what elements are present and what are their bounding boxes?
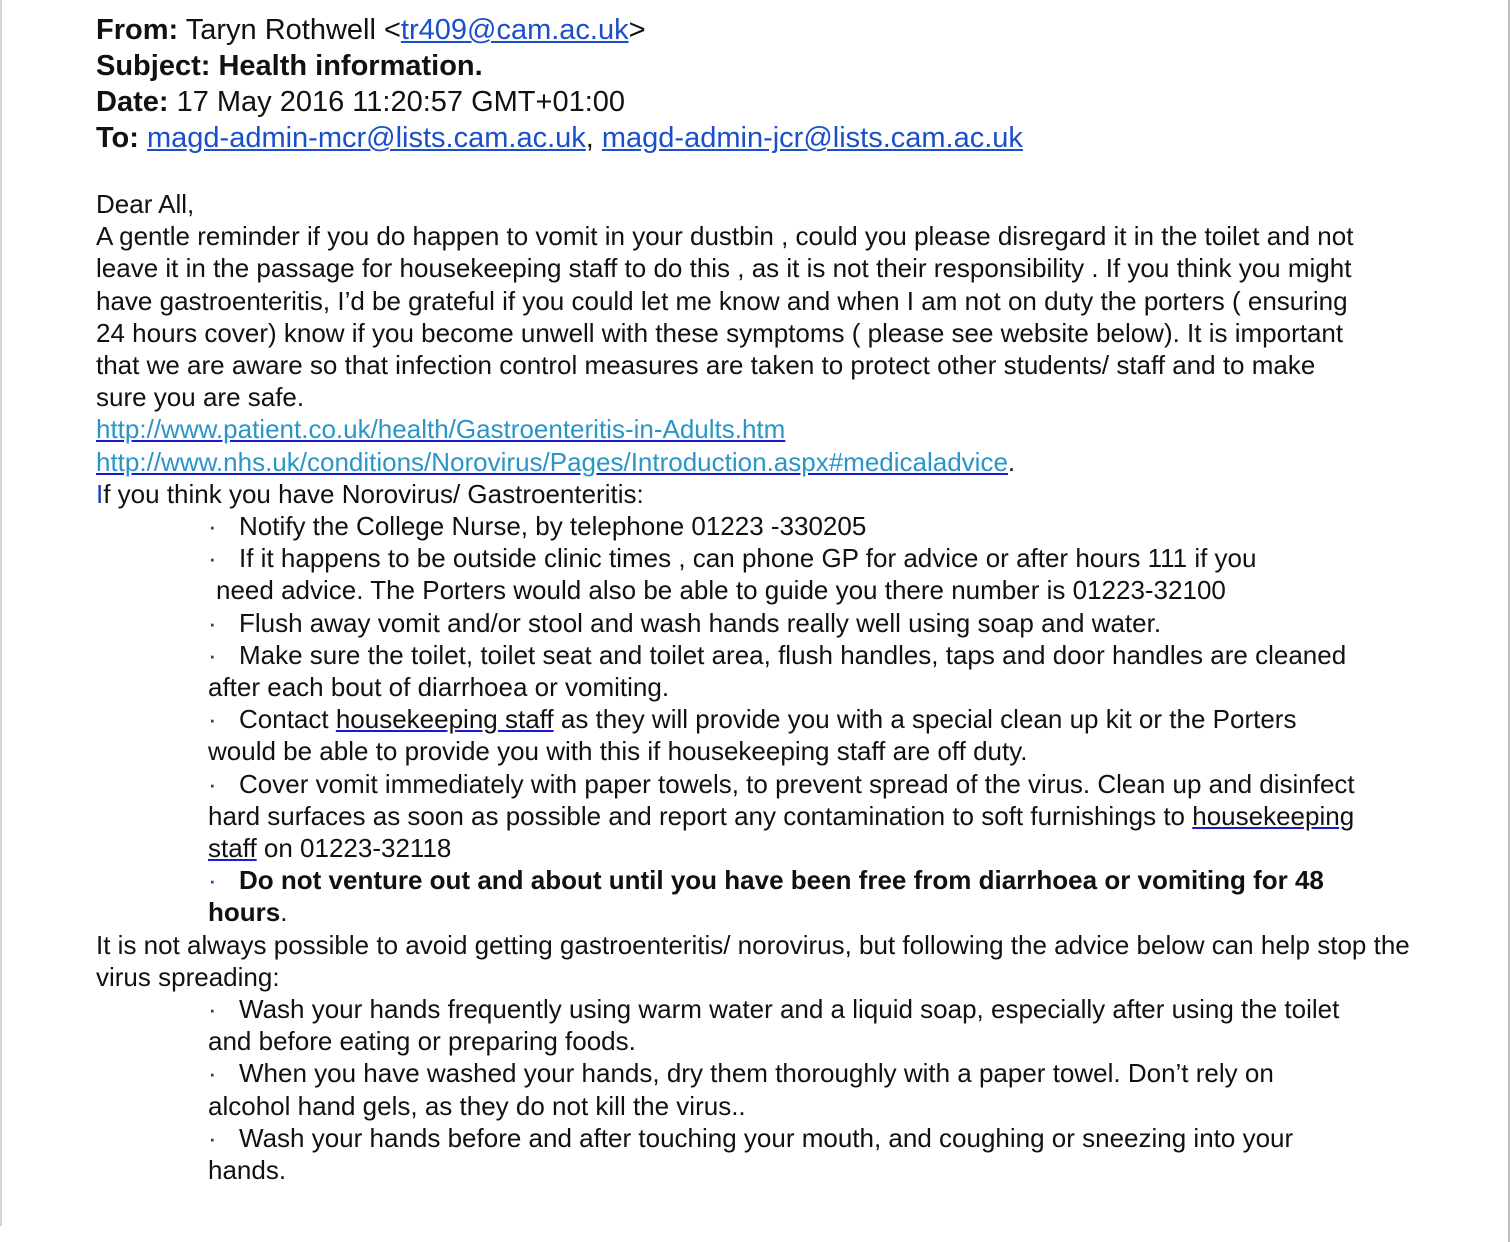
think-list	[96, 510, 1358, 929]
email-body	[96, 188, 1466, 1186]
list-item-text: Make sure the toilet, toilet seat and toilet area, flush handles, taps and door handles are cleaned after each bout of diarrhoea or vomiting.	[208, 639, 1347, 703]
page-left-edge	[0, 0, 2, 1226]
subject-text: Health information.	[218, 50, 483, 82]
advice-intro: It is not always possible to avoid getting gastroenteritis/ norovirus, but following the advice below can help stop the virus spreading:	[96, 929, 1410, 992]
list-item	[208, 993, 1358, 1057]
bullet: ·	[208, 639, 217, 670]
bullet: ·	[208, 607, 217, 638]
to-row: To: magd-admin-mcr@lists.cam.ac.uk, magd-admin-jcr@lists.cam.ac.uk	[96, 122, 1023, 154]
to-label: To:	[96, 122, 139, 154]
list-item-text: When you have washed your hands, dry them thoroughly with a paper towel. Don’t rely on alcohol hand gels, as they do not kill the virus..	[208, 1058, 1274, 1121]
bullet: ·	[208, 1122, 217, 1153]
list-item-text: on 01223-32118	[256, 833, 452, 864]
think-intro	[96, 478, 1466, 510]
list-item-text: Wash your hands frequently using warm water and a liquid soap, especially after using the toilet and before eating or preparing foods.	[208, 994, 1340, 1057]
advice-list	[96, 993, 1358, 1186]
from-row: From: Taryn Rothwell <tr409@cam.ac.uk>	[96, 14, 646, 46]
from-name: Taryn Rothwell	[185, 14, 376, 46]
bullet: ·	[208, 865, 217, 896]
date-value: 17 May 2016 11:20:57 GMT+01:00	[176, 86, 626, 118]
nhs-url-link[interactable]: http://www.nhs.uk/conditions/Norovirus/Pages/Introduction.aspx#medicaladvice	[96, 446, 1008, 477]
list-item-text: Wash your hands before and after touching your mouth, and coughing or sneezing into your hands.	[208, 1122, 1294, 1186]
think-intro-text: f you think you have Norovirus/ Gastroenteritis:	[103, 478, 644, 509]
to-mcr-link[interactable]: magd-admin-mcr@lists.cam.ac.uk	[147, 122, 586, 154]
list-item	[208, 1057, 1358, 1121]
housekeeping-staff-link-2[interactable]: housekeeping staff	[208, 800, 1355, 864]
bullet: ·	[208, 1058, 217, 1089]
greeting: Dear All,	[96, 189, 195, 219]
list-item-text: need advice. The Porters would also be able to guide you there number is 01223-32100	[216, 575, 1226, 606]
list-item	[208, 864, 1358, 928]
bullet: ·	[208, 768, 217, 799]
list-item	[208, 510, 1358, 542]
list-item-text: as they will provide you with a special clean up kit or the Porters would be able to provide you with this if housekeeping staff are off duty.	[208, 704, 1297, 767]
bullet: ·	[208, 511, 217, 542]
list-item	[208, 639, 1358, 703]
url-line-2: http://www.nhs.uk/conditions/Norovirus/Pages/Introduction.aspx#medicaladvice.	[96, 446, 1016, 477]
list-item-text: If it happens to be outside clinic times , can phone GP for advice or after hours 111 if you	[239, 543, 1257, 574]
housekeeping-staff-link[interactable]: housekeeping staff	[335, 704, 554, 735]
list-item-text: Cover vomit immediately with paper towels, to prevent spread of the virus. Clean up and disinfect hard surfaces as soon as possible and report any contamination to soft furnishings to	[208, 768, 1355, 831]
list-item	[208, 607, 1358, 639]
think-first-letter: I	[96, 478, 104, 509]
patient-url-link[interactable]: http://www.patient.co.uk/health/Gastroenteritis-in-Adults.htm	[96, 414, 786, 445]
intro-paragraph: A gentle reminder if you do happen to vomit in your dustbin , could you please disregard it in the toilet and not leave it in the passage for housekeeping staff to do this , as it is not their responsibility . If you think you might have gastroenteritis, I’d be grateful if you could let me know and when I am not on duty the porters ( ensuring 24 hours cover) know if you become unwell with these symptoms ( please see website below). It is important that we are aware so that infection control measures are taken to protect other students/ staff and to make sure you are safe.	[96, 221, 1354, 413]
list-item	[208, 1122, 1358, 1186]
list-item	[208, 542, 1358, 606]
from-label: From:	[96, 14, 179, 46]
list-item	[208, 768, 1358, 865]
to-jcr-link[interactable]: magd-admin-jcr@lists.cam.ac.uk	[601, 122, 1023, 154]
subject-row	[96, 48, 1476, 84]
list-item-text: .	[280, 897, 288, 928]
date-label: Date:	[96, 86, 169, 118]
warning-text: Do not venture out and about until you have been free from diarrhoea or vomiting for 48 hours	[208, 865, 1324, 928]
subject-label: Subject:	[96, 50, 211, 82]
email-header	[96, 12, 1476, 156]
list-item-text: Notify the College Nurse, by telephone 01223 -330205	[239, 511, 867, 542]
bullet: ·	[208, 994, 217, 1025]
list-item-text: Flush away vomit and/or stool and wash hands really well using soap and water.	[239, 607, 1162, 638]
bullet: ·	[208, 704, 217, 735]
list-item-text: Contact	[239, 704, 336, 735]
url-line-1	[96, 413, 1466, 445]
list-item	[208, 703, 1358, 767]
from-email-link[interactable]: tr409@cam.ac.uk	[400, 14, 629, 46]
bullet: ·	[208, 543, 217, 574]
date-row	[96, 84, 1476, 120]
